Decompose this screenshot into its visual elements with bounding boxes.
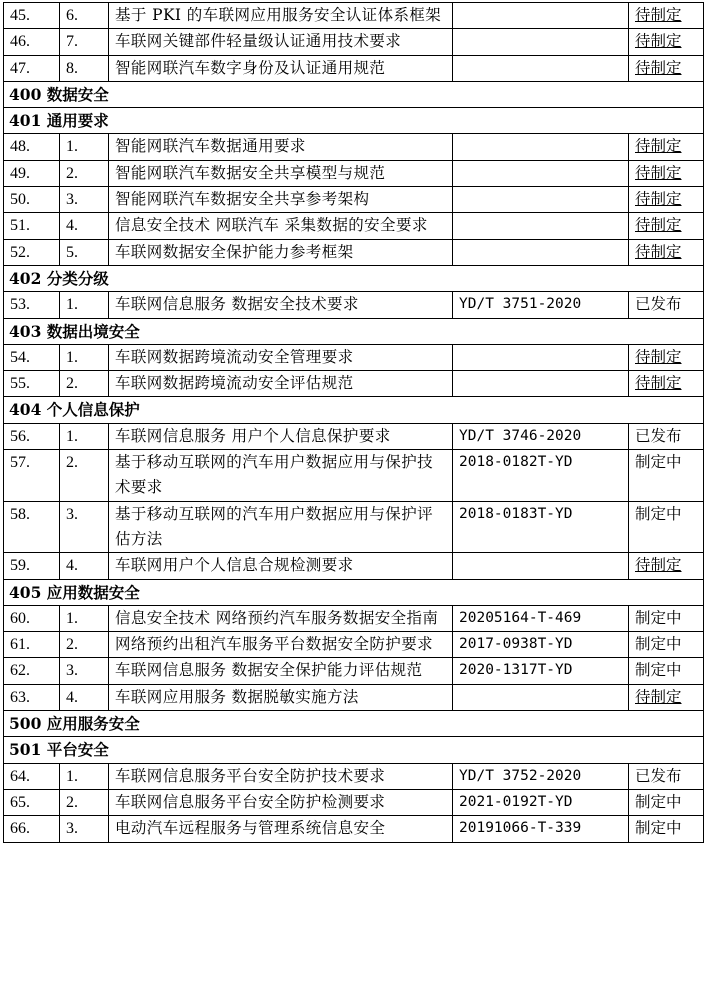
status-cell[interactable] (629, 344, 704, 370)
row-number: 55. (4, 371, 60, 397)
standard-title: 车联网数据跨境流动安全评估规范 (109, 371, 453, 397)
standard-title: 智能网联汽车数据通用要求 (109, 134, 453, 160)
section-header-row (4, 579, 704, 605)
table-row (4, 450, 704, 502)
status-cell[interactable] (629, 371, 704, 397)
standard-title: 智能网联汽车数据安全共享模型与规范 (109, 160, 453, 186)
row-number: 63. (4, 684, 60, 710)
status-cell: 制定中 (629, 501, 704, 553)
standard-title: 基于移动互联网的汽车用户数据应用与保护评估方法 (109, 501, 453, 553)
row-number: 45. (4, 3, 60, 29)
table-row (4, 3, 704, 29)
row-number: 47. (4, 55, 60, 81)
standard-title: 车联网信息服务 数据安全技术要求 (109, 292, 453, 318)
standard-code: 2020-1317T-YD (453, 658, 629, 684)
table-row (4, 789, 704, 815)
row-number: 51. (4, 213, 60, 239)
status-link[interactable]: 待制定 (635, 556, 682, 575)
sub-number: 1. (60, 292, 109, 318)
standard-code: 20191066-T-339 (453, 816, 629, 842)
standard-title: 车联网应用服务 数据脱敏实施方法 (109, 684, 453, 710)
table-row (4, 371, 704, 397)
sub-number: 2. (60, 371, 109, 397)
sub-number: 2. (60, 450, 109, 502)
standard-code (453, 553, 629, 579)
sub-number: 1. (60, 134, 109, 160)
status-cell: 制定中 (629, 605, 704, 631)
row-number: 57. (4, 450, 60, 502)
section-header-row (4, 81, 704, 107)
row-number: 58. (4, 501, 60, 553)
sub-number: 3. (60, 658, 109, 684)
sub-number: 1. (60, 763, 109, 789)
status-link[interactable]: 待制定 (635, 163, 682, 182)
sub-number: 2. (60, 789, 109, 815)
standard-code (453, 55, 629, 81)
standard-title: 车联网用户个人信息合规检测要求 (109, 553, 453, 579)
table-row (4, 55, 704, 81)
section-header-row (4, 397, 704, 423)
sub-number: 4. (60, 553, 109, 579)
status-cell[interactable] (629, 55, 704, 81)
row-number: 53. (4, 292, 60, 318)
standard-code: 2018-0183T-YD (453, 501, 629, 553)
status-cell[interactable] (629, 134, 704, 160)
status-cell[interactable] (629, 160, 704, 186)
standard-title: 车联网信息服务平台安全防护检测要求 (109, 789, 453, 815)
status-link[interactable]: 待制定 (635, 137, 682, 156)
standard-title: 电动汽车远程服务与管理系统信息安全 (109, 816, 453, 842)
standard-code: 2017-0938T-YD (453, 632, 629, 658)
standard-code (453, 160, 629, 186)
table-row (4, 29, 704, 55)
standard-title: 车联网关键部件轻量级认证通用技术要求 (109, 29, 453, 55)
standard-title: 车联网数据安全保护能力参考框架 (109, 239, 453, 265)
section-header-row (4, 108, 704, 134)
status-link[interactable]: 待制定 (635, 687, 682, 706)
standard-title: 网络预约出租汽车服务平台数据安全防护要求 (109, 632, 453, 658)
status-cell: 制定中 (629, 658, 704, 684)
status-link[interactable]: 待制定 (635, 32, 682, 51)
sub-number: 3. (60, 187, 109, 213)
status-cell: 已发布 (629, 292, 704, 318)
status-cell: 制定中 (629, 789, 704, 815)
row-number: 56. (4, 423, 60, 449)
standards-table (3, 2, 704, 843)
sub-number: 1. (60, 423, 109, 449)
row-number: 46. (4, 29, 60, 55)
table-row (4, 684, 704, 710)
sub-number: 7. (60, 29, 109, 55)
table-row (4, 134, 704, 160)
table-row (4, 239, 704, 265)
standard-title: 车联网数据跨境流动安全管理要求 (109, 344, 453, 370)
standard-code: 2021-0192T-YD (453, 789, 629, 815)
status-cell[interactable] (629, 684, 704, 710)
sub-number: 6. (60, 3, 109, 29)
standard-code: 2018-0182T-YD (453, 450, 629, 502)
status-link[interactable]: 待制定 (635, 190, 682, 209)
sub-number: 4. (60, 684, 109, 710)
sub-number: 1. (60, 605, 109, 631)
status-link[interactable]: 待制定 (635, 216, 682, 235)
status-cell: 制定中 (629, 450, 704, 502)
row-number: 64. (4, 763, 60, 789)
table-row (4, 658, 704, 684)
row-number: 62. (4, 658, 60, 684)
status-cell: 制定中 (629, 816, 704, 842)
standard-code (453, 187, 629, 213)
row-number: 61. (4, 632, 60, 658)
status-link[interactable]: 待制定 (635, 242, 682, 261)
standard-title: 基于 PKI 的车联网应用服务安全认证体系框架 (109, 3, 453, 29)
standard-title: 信息安全技术 网络预约汽车服务数据安全指南 (109, 605, 453, 631)
section-heading: 501 平台安全 (4, 737, 704, 763)
sub-number: 3. (60, 501, 109, 553)
standard-title: 信息安全技术 网联汽车 采集数据的安全要求 (109, 213, 453, 239)
standard-code (453, 213, 629, 239)
standard-code (453, 3, 629, 29)
row-number: 59. (4, 553, 60, 579)
row-number: 48. (4, 134, 60, 160)
sub-number: 5. (60, 239, 109, 265)
sub-number: 8. (60, 55, 109, 81)
section-heading: 500 应用服务安全 (4, 711, 704, 737)
table-row (4, 292, 704, 318)
section-header-row (4, 737, 704, 763)
status-cell[interactable] (629, 553, 704, 579)
status-cell[interactable] (629, 3, 704, 29)
table-row (4, 501, 704, 553)
table-row (4, 605, 704, 631)
status-link[interactable]: 待制定 (635, 347, 682, 366)
sub-number: 3. (60, 816, 109, 842)
row-number: 65. (4, 789, 60, 815)
table-row (4, 816, 704, 842)
standard-title: 智能网联汽车数据安全共享参考架构 (109, 187, 453, 213)
standard-code (453, 134, 629, 160)
standard-title: 车联网信息服务 数据安全保护能力评估规范 (109, 658, 453, 684)
section-heading: 405 应用数据安全 (4, 579, 704, 605)
table-row (4, 632, 704, 658)
sub-number: 4. (60, 213, 109, 239)
table-row (4, 344, 704, 370)
standard-code: YD/T 3746-2020 (453, 423, 629, 449)
table-row (4, 763, 704, 789)
standard-title: 车联网信息服务 用户个人信息保护要求 (109, 423, 453, 449)
section-heading: 403 数据出境安全 (4, 318, 704, 344)
status-cell[interactable] (629, 213, 704, 239)
status-cell: 制定中 (629, 632, 704, 658)
standard-code: YD/T 3751-2020 (453, 292, 629, 318)
row-number: 50. (4, 187, 60, 213)
standards-table-body (4, 3, 704, 843)
status-cell[interactable] (629, 187, 704, 213)
standard-code (453, 344, 629, 370)
row-number: 54. (4, 344, 60, 370)
status-cell[interactable] (629, 29, 704, 55)
sub-number: 1. (60, 344, 109, 370)
section-header-row (4, 265, 704, 291)
table-row (4, 423, 704, 449)
standard-code (453, 684, 629, 710)
status-cell: 已发布 (629, 763, 704, 789)
table-row (4, 213, 704, 239)
standard-code (453, 239, 629, 265)
row-number: 60. (4, 605, 60, 631)
sub-number: 2. (60, 632, 109, 658)
status-link[interactable]: 待制定 (635, 374, 682, 393)
section-header-row (4, 711, 704, 737)
standard-title: 智能网联汽车数字身份及认证通用规范 (109, 55, 453, 81)
row-number: 52. (4, 239, 60, 265)
standard-code: YD/T 3752-2020 (453, 763, 629, 789)
standard-code (453, 371, 629, 397)
section-header-row (4, 318, 704, 344)
standard-code (453, 29, 629, 55)
row-number: 49. (4, 160, 60, 186)
status-link[interactable]: 待制定 (635, 6, 682, 24)
section-heading: 402 分类分级 (4, 265, 704, 291)
sub-number: 2. (60, 160, 109, 186)
standard-title: 基于移动互联网的汽车用户数据应用与保护技术要求 (109, 450, 453, 502)
section-heading: 400 数据安全 (4, 81, 704, 107)
status-link[interactable]: 待制定 (635, 58, 682, 77)
status-cell[interactable] (629, 239, 704, 265)
standard-title: 车联网信息服务平台安全防护技术要求 (109, 763, 453, 789)
table-row (4, 553, 704, 579)
table-row (4, 160, 704, 186)
table-row (4, 187, 704, 213)
standard-code: 20205164-T-469 (453, 605, 629, 631)
row-number: 66. (4, 816, 60, 842)
section-heading: 401 通用要求 (4, 108, 704, 134)
status-cell: 已发布 (629, 423, 704, 449)
section-heading: 404 个人信息保护 (4, 397, 704, 423)
